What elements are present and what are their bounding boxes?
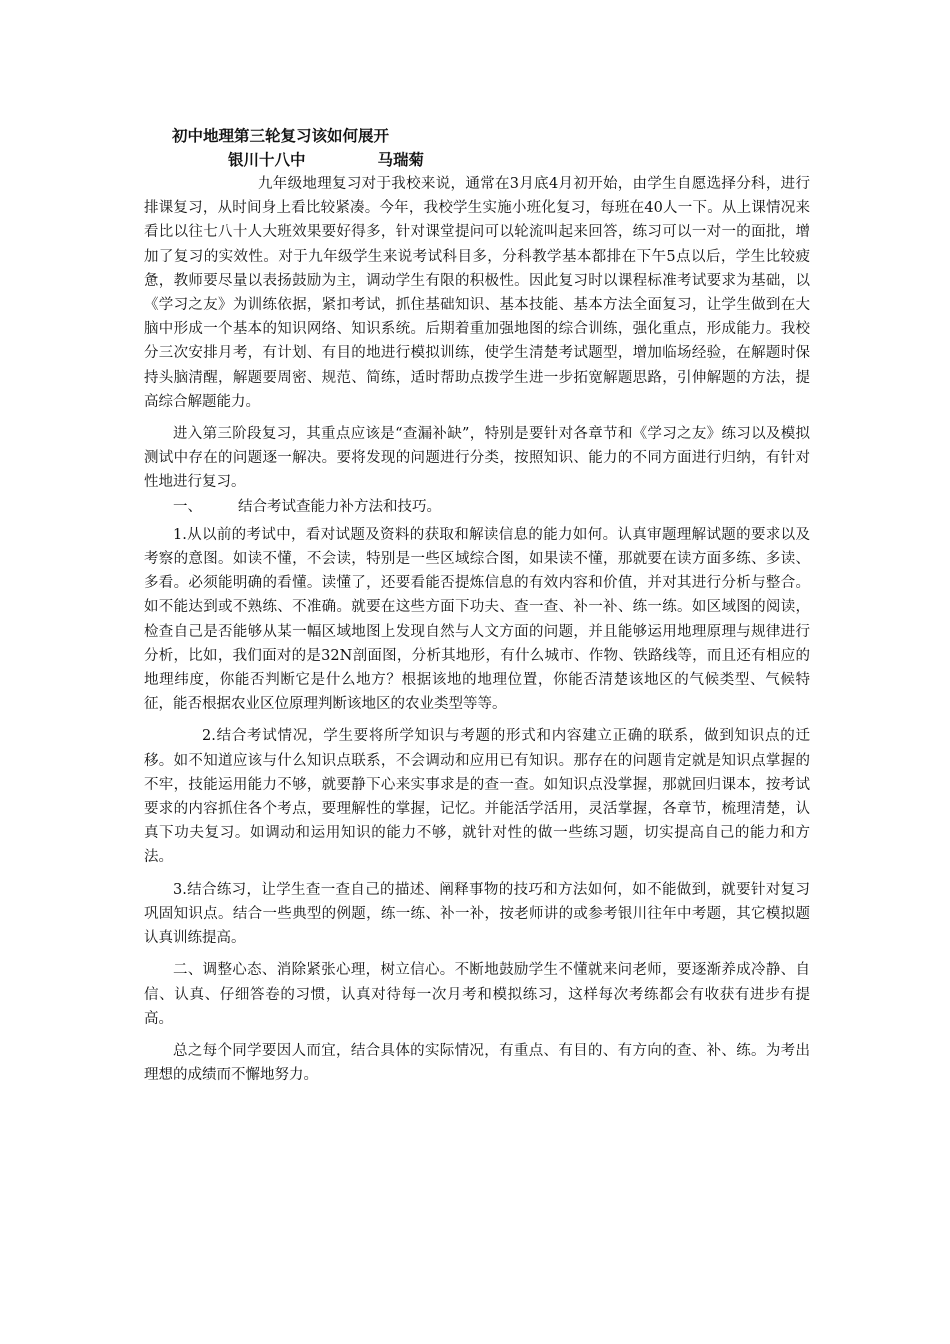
document-page bbox=[144, 124, 810, 1087]
byline bbox=[228, 148, 810, 172]
paragraph-point-two: 2.结合考试情况，学生要将所学知识与考题的形式和内容建立正确的联系，做到知识点的迁移。如不知道应该与什么知识点联系，不会调动和应用已有知识。那存在的问题肯定就是知识点掌握的不牢，技能运用能力不够，就要静下心来实事求是的查一查。如知识点没掌握，那就回归课本，按考试要求的内容抓住各个考点，要理解性的掌握，记忆。并能活学活用，灵活掌握，各章节，梳理清楚，认真下功夫复习。如调动和运用知识的能力不够，就针对性的做一些练习题，切实提高自己的能力和方法。 bbox=[144, 728, 810, 866]
document-title: 初中地理第三轮复习该如何展开 bbox=[172, 127, 390, 145]
author-name: 马瑞菊 bbox=[377, 151, 425, 169]
paragraph-intro: 九年级地理复习对于我校来说，通常在3月底4月初开始，由学生自愿选择分科，进行排课复习，从时间身上看比较紧凑。今年，我校学生实施小班化复习，每班在40人一下。从上课情况来看比以往七八十人大班效果要好得多，针对课堂提问可以轮流叫起来回答，练习可以一对一的面批，增加了复习的实效性。对于九年级学生来说考试科目多，分科教学基本都排在下午5点以后，学生比较疲惫，教师要尽量以表扬鼓励为主，调动学生有限的积极性。因此复习时以课程标准考试要求为基础，以《学习之友》为训练依据，紧扣考试，抓住基础知识、基本技能、基本方法全面复习，让学生做到在大脑中形成一个基本的知识网络、知识系统。后期着重加强地图的综合训练，强化重点，形成能力。我校分三次安排月考，有计划、有目的地进行模拟训练，使学生清楚考试题型，增加临场经验，在解题时保持头脑清醒，解题要周密、规范、简练，适时帮助点拨学生进一步拓宽解题思路，引伸解题的方法，提高综合解题能力。 bbox=[144, 176, 810, 410]
paragraph-point-three: 3.结合练习，让学生查一查自己的描述、阐释事物的技巧和方法如何，如不能做到，就要针对复习巩固知识点。结合一些典型的例题，练一练、补一补，按老师讲的或参考银川往年中考题，其它模拟题认真训练提高。 bbox=[144, 881, 810, 947]
paragraph-stage-three: 进入第三阶段复习，其重点应该是“查漏补缺”，特别是要针对各章节和《学习之友》练习以及模拟测试中存在的问题逐一解决。要将发现的问题进行分类，按照知识、能力的不同方面进行归纳，有针对性地进行复习。 bbox=[144, 426, 810, 491]
section-heading-text: 结合考试查能力补方法和技巧。 bbox=[238, 498, 441, 515]
paragraph-section-two: 二、调整心态、消除紧张心理，树立信心。不断地鼓励学生不懂就来问老师，要逐渐养成冷静、自信、认真、仔细答卷的习惯，认真对待每一次月考和模拟练习，这样每次考练都会有收获有进步有提高。 bbox=[144, 962, 810, 1027]
school-name: 银川十八中 bbox=[228, 151, 306, 169]
section-heading-one bbox=[144, 495, 810, 519]
section-heading-number: 一、 bbox=[173, 498, 202, 515]
paragraph-point-one: 1.从以前的考试中，看对试题及资料的获取和解读信息的能力如何。认真审题理解试题的要求以及考察的意图。如读不懂，不会读，特别是一些区域综合图，如果读不懂，那就要在读方面多练、多读、多看。必须能明确的看懂。读懂了，还要看能否提炼信息的有效内容和价值，并对其进行分析与整合。如不能达到或不熟练、不准确。就要在这些方面下功夫、查一查、补一补、练一练。如区域图的阅读，检查自己是否能够从某一幅区域地图上发现自然与人文方面的问题，并且能够运用地理原理与规律进行分析，比如，我们面对的是32N剖面图，分析其地形，有什么城市、作物、铁路线等，而且还有相应的地理纬度，你能否判断它是什么地方？根据该地的地理位置，你能否清楚该地区的气候类型、气候特征，能否根据农业区位原理判断该地区的农业类型等等。 bbox=[144, 526, 810, 713]
paragraph-conclusion: 总之每个同学要因人而宜，结合具体的实际情况，有重点、有目的、有方向的查、补、练。为考出理想的成绩而不懈地努力。 bbox=[144, 1042, 810, 1084]
